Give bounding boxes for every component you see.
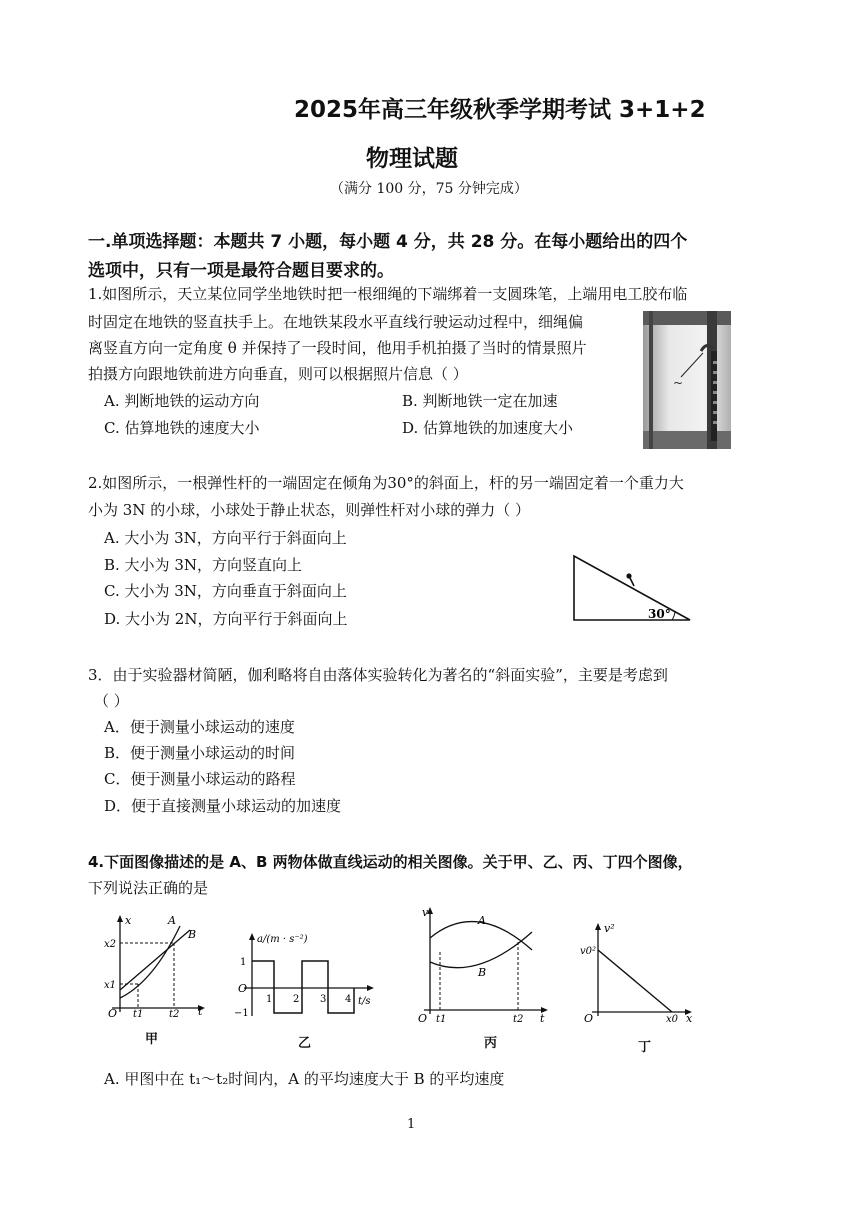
jia-t2-label: t2 [169, 1009, 180, 1017]
jia-x1-label: x1 [104, 980, 117, 991]
q2-line2: 小为 3N 的小球，小球处于静止状态，则弹性杆对小球的弹力（ ） [88, 501, 530, 519]
ball [626, 573, 631, 578]
q3-option-b: B．便于测量小球运动的时间 [104, 744, 296, 762]
yi-tick-2: 2 [293, 994, 300, 1005]
q3-line1: 3．由于实验器材简陋，伽利略将自由落体实验转化为著名的“斜面实验”，主要是考虑到 [88, 666, 668, 684]
yi-square-wave [252, 961, 354, 1013]
section-heading-line2: 选项中，只有一项是最符合题目要求的。 [88, 261, 394, 281]
ding-y-label: v² [604, 922, 615, 935]
graph-ding [578, 918, 698, 1022]
q2-option-c: C. 大小为 3N，方向垂直于斜面向上 [104, 582, 347, 600]
graph-bing [414, 902, 554, 1026]
bing-b-label: B [478, 966, 487, 979]
q1-line3: 离竖直方向一定角度 θ 并保持了一段时间，他用手机拍摄了当时的情景照片 [88, 339, 587, 357]
q1-line2: 时固定在地铁的竖直扶手上。在地铁某段水平直线行驶运动过程中，细绳偏 [88, 313, 584, 331]
q2-option-b: B. 大小为 3N，方向竖直向上 [104, 556, 302, 574]
svg-text:~: ~ [673, 376, 684, 390]
q4-line2: 下列说法正确的是 [88, 879, 209, 897]
caption-jia: 甲 [145, 1032, 159, 1047]
bing-y-label: v [422, 906, 429, 919]
q2-line1: 2.如图所示，一根弹性杆的一端固定在倾角为30°的斜面上，杆的另一端固定着一个重力大 [88, 474, 684, 492]
yi-x-label: t/s [358, 996, 371, 1007]
yi-tick-4: 4 [345, 994, 352, 1005]
ding-x-label: x [686, 1012, 693, 1022]
bing-x-label: t [540, 1012, 545, 1025]
bing-t2-label: t2 [513, 1014, 524, 1025]
graph-yi [230, 928, 380, 1018]
q3-option-c: C．便于测量小球运动的路程 [104, 770, 296, 788]
jia-b-label: B [188, 928, 197, 941]
q4-option-a: A. 甲图中在 t₁～t₂时间内，A 的平均速度大于 B 的平均速度 [104, 1070, 505, 1088]
graph-jia [98, 912, 208, 1017]
incline-triangle [574, 556, 690, 620]
bing-origin: O [418, 1012, 428, 1025]
ding-line [598, 950, 672, 1012]
yi-y-label: a/(m · s⁻²) [257, 934, 308, 945]
q1-option-c: C. 估算地铁的速度大小 [104, 419, 260, 437]
q1-option-a: A. 判断地铁的运动方向 [104, 392, 260, 410]
jia-x2-label: x2 [104, 939, 117, 950]
exam-title: 2025年高三年级秋季学期考试 3+1+2 [294, 97, 706, 123]
angle-label: 30° [648, 607, 671, 621]
yi-y-pos: 1 [240, 957, 247, 968]
yi-y-neg: −1 [234, 1008, 249, 1018]
jia-line-b [120, 930, 190, 990]
q1-photo [643, 311, 731, 449]
q4-line1: 4.下面图像描述的是 A、B 两物体做直线运动的相关图像。关于甲、乙、丙、丁四个图像， [88, 853, 693, 871]
jia-curve-a [120, 926, 180, 998]
angle-arc [672, 611, 675, 620]
jia-a-label: A [168, 914, 176, 927]
q1-line4: 拍摄方向跟地铁前进方向垂直，则可以根据照片信息（ ） [88, 365, 468, 383]
q1-line1: 1.如图所示，天立某位同学坐地铁时把一根细绳的下端绑着一支圆珠笔，上端用电工胶布临 [88, 285, 688, 303]
yi-x-arrow [367, 985, 374, 991]
ding-x0-label: x0 [666, 1014, 679, 1022]
ding-v0-label: v0² [580, 946, 597, 957]
yi-tick-3: 3 [320, 994, 327, 1005]
elastic-rod [630, 578, 634, 586]
q3-option-a: A．便于测量小球运动的速度 [104, 718, 295, 736]
bing-a-label: A [478, 914, 486, 927]
q2-option-a: A. 大小为 3N，方向平行于斜面向上 [104, 529, 347, 547]
q1-option-d: D. 估算地铁的加速度大小 [402, 419, 574, 437]
jia-x-label: t [198, 1005, 203, 1017]
ding-y-arrow [595, 923, 601, 930]
q2-option-d: D. 大小为 2N，方向平行于斜面向上 [104, 610, 348, 628]
q3-option-d: D．便于直接测量小球运动的加速度 [104, 797, 342, 815]
jia-y-arrow [117, 915, 123, 922]
score-note: （满分 100 分，75 分钟完成） [330, 181, 528, 197]
jia-y-label: x [125, 914, 132, 927]
q3-line2: （ ） [94, 692, 129, 710]
caption-yi: 乙 [298, 1036, 312, 1051]
page-number: 1 [407, 1117, 416, 1132]
subject-title: 物理试题 [366, 146, 458, 172]
yi-y-arrow [249, 933, 255, 940]
section-heading-line1: 一.单项选择题：本题共 7 小题，每小题 4 分，共 28 分。在每小题给出的四个 [88, 232, 688, 252]
caption-ding: 丁 [638, 1040, 652, 1055]
q2-incline-figure [568, 550, 696, 626]
caption-bing: 丙 [484, 1036, 498, 1051]
jia-origin: O [108, 1007, 118, 1017]
jia-t1-label: t1 [133, 1009, 144, 1017]
ding-origin: O [584, 1012, 594, 1022]
q1-option-b: B. 判断地铁一定在加速 [402, 392, 558, 410]
subway-photo-illustration [643, 311, 731, 449]
bing-t1-label: t1 [436, 1014, 447, 1025]
yi-tick-1: 1 [266, 994, 273, 1005]
yi-origin: O [238, 982, 248, 995]
